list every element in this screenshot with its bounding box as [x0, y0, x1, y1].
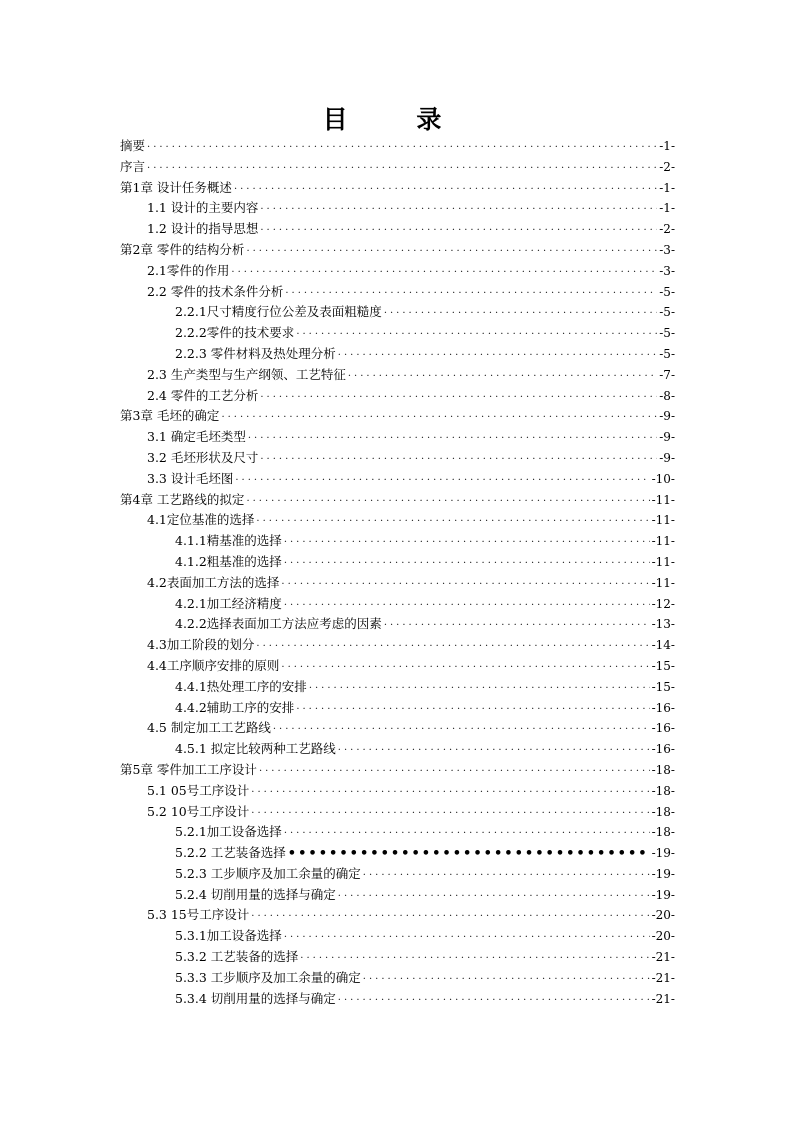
toc-entry-page-number: -11- [651, 513, 675, 528]
table-of-contents [120, 136, 675, 1009]
toc-entry-label: 5.3.4 切削用量的选择与确定 [175, 990, 336, 1006]
dot-leader [284, 824, 650, 845]
dot-leader [348, 367, 657, 388]
toc-entry-page-number: -16- [651, 742, 675, 757]
toc-entry-page-number: -2- [659, 159, 675, 174]
toc-entry[interactable] [120, 531, 675, 552]
toc-entry-label: 2.2.3 零件材料及热处理分析 [175, 345, 336, 361]
toc-entry[interactable] [120, 427, 675, 448]
dot-leader [285, 284, 657, 305]
toc-entry[interactable] [120, 885, 675, 906]
toc-entry[interactable] [120, 136, 675, 157]
dot-leader [300, 949, 649, 970]
toc-entry[interactable] [120, 406, 675, 427]
dot-leader [234, 180, 657, 201]
toc-entry[interactable] [120, 552, 675, 573]
dot-leader [251, 804, 649, 825]
toc-entry-label: 3.2 毛坯形状及尺寸 [147, 449, 259, 465]
toc-entry-page-number: -1- [659, 201, 675, 216]
dot-leader [288, 844, 650, 865]
toc-entry[interactable] [120, 760, 675, 781]
toc-entry-label: 4.5 制定加工工艺路线 [147, 720, 271, 736]
toc-entry-label: 5.2.4 切削用量的选择与确定 [175, 886, 336, 902]
toc-entry[interactable] [120, 926, 675, 947]
toc-entry-label: 第3章 毛坯的确定 [120, 408, 220, 424]
toc-entry-label: 5.2.3 工步顺序及加工余量的确定 [175, 865, 361, 881]
toc-entry-page-number: -11- [651, 554, 675, 569]
toc-entry-label: 5.3.1加工设备选择 [175, 928, 282, 944]
dot-leader [251, 783, 649, 804]
toc-entry[interactable] [120, 219, 675, 240]
dot-leader [338, 741, 650, 762]
toc-entry-page-number: -8- [659, 388, 675, 403]
toc-entry-label: 3.3 设计毛坯图 [147, 470, 234, 486]
toc-entry-page-number: -3- [659, 263, 675, 278]
dot-leader [256, 512, 649, 533]
toc-entry-label: 2.4 零件的工艺分析 [147, 387, 259, 403]
dot-leader [284, 928, 650, 949]
toc-entry-label: 第5章 零件加工工序设计 [120, 761, 257, 777]
toc-entry-page-number: -20- [651, 929, 675, 944]
dot-leader [284, 596, 650, 617]
toc-entry[interactable] [120, 323, 675, 344]
toc-entry-page-number: -13- [651, 617, 675, 632]
dot-leader [273, 720, 650, 741]
toc-entry-page-number: -1- [659, 139, 675, 153]
toc-entry-label: 5.1 05号工序设计 [147, 782, 250, 798]
toc-entry[interactable] [120, 822, 675, 843]
toc-entry[interactable] [120, 282, 675, 303]
toc-entry[interactable] [120, 802, 675, 823]
toc-entry-label: 1.1 设计的主要内容 [147, 200, 259, 216]
toc-entry[interactable] [120, 469, 675, 490]
dot-leader [147, 159, 657, 180]
toc-entry-page-number: -18- [651, 783, 675, 798]
toc-entry-page-number: -5- [659, 284, 675, 299]
toc-entry[interactable] [120, 698, 675, 719]
dot-leader [338, 887, 650, 908]
toc-entry-label: 摘要 [120, 138, 146, 153]
dot-leader [246, 492, 649, 513]
toc-entry-page-number: -21- [651, 991, 675, 1006]
toc-entry-label: 4.2.2选择表面加工方法应考虑的因素 [175, 616, 382, 632]
toc-entry-label: 2.3 生产类型与生产纲领、工艺特征 [147, 366, 346, 382]
toc-entry-page-number: -16- [651, 721, 675, 736]
dot-leader [338, 991, 650, 1012]
toc-entry[interactable] [120, 240, 675, 261]
toc-entry-page-number: -2- [659, 222, 675, 237]
toc-entry-label: 5.2.2 工艺装备选择 [175, 845, 286, 861]
dot-leader [259, 762, 650, 783]
dot-leader [221, 408, 657, 429]
toc-entry[interactable] [120, 739, 675, 760]
toc-entry-label: 4.1.1精基准的选择 [175, 533, 282, 549]
toc-entry[interactable] [120, 594, 675, 615]
dot-leader [284, 554, 650, 575]
dot-leader [235, 471, 649, 492]
toc-entry-page-number: -11- [651, 492, 675, 507]
toc-entry-label: 2.2.2零件的技术要求 [175, 325, 295, 341]
dot-leader [309, 679, 650, 700]
dot-leader [147, 138, 657, 159]
toc-entry-label: 5.3.3 工步顺序及加工余量的确定 [175, 969, 361, 985]
toc-entry-page-number: -7- [659, 367, 675, 382]
toc-entry-page-number: -1- [659, 180, 675, 195]
toc-entry[interactable] [120, 490, 675, 511]
toc-entry[interactable] [120, 157, 675, 178]
toc-entry-page-number: -3- [659, 242, 675, 257]
toc-entry-page-number: -19- [651, 846, 675, 861]
toc-entry[interactable] [120, 677, 675, 698]
toc-entry-page-number: -20- [651, 908, 675, 923]
toc-entry-label: 2.2 零件的技术条件分析 [147, 283, 284, 299]
dot-leader [260, 388, 657, 409]
toc-entry-label: 3.1 确定毛坯类型 [147, 429, 246, 445]
toc-entry-label: 1.2 设计的指导思想 [147, 221, 259, 237]
toc-entry[interactable] [120, 843, 675, 864]
dot-leader [248, 429, 657, 450]
page-title: 目 录 [322, 105, 472, 134]
toc-entry-page-number: -15- [651, 679, 675, 694]
dot-leader [296, 700, 649, 721]
toc-entry-label: 序言 [120, 158, 146, 174]
toc-entry[interactable] [120, 989, 675, 1010]
toc-entry-label: 第1章 设计任务概述 [120, 179, 232, 195]
toc-entry-page-number: -14- [651, 638, 675, 653]
dot-leader [246, 242, 657, 263]
toc-entry-page-number: -16- [651, 700, 675, 715]
toc-entry-label: 第2章 零件的结构分析 [120, 241, 245, 257]
toc-entry-label: 2.1零件的作用 [147, 262, 230, 278]
toc-entry-label: 5.2 10号工序设计 [147, 803, 250, 819]
dot-leader [296, 325, 657, 346]
toc-entry-page-number: -18- [651, 762, 675, 777]
toc-entry-page-number: -11- [651, 534, 675, 549]
toc-entry[interactable] [120, 905, 675, 926]
toc-entry-label: 5.2.1加工设备选择 [175, 824, 282, 840]
toc-entry-page-number: -9- [659, 430, 675, 445]
toc-entry-page-number: -5- [659, 305, 675, 320]
toc-entry[interactable] [120, 386, 675, 407]
toc-entry-label: 4.3加工阶段的划分 [147, 637, 255, 653]
toc-entry-label: 2.2.1尺寸精度行位公差及表面粗糙度 [175, 304, 382, 320]
dot-leader [384, 616, 650, 637]
dot-leader [251, 907, 649, 928]
toc-entry[interactable] [120, 178, 675, 199]
toc-entry[interactable] [120, 864, 675, 885]
toc-entry-label: 4.5.1 拟定比较两种工艺路线 [175, 741, 336, 757]
toc-entry-label: 4.4.2辅助工序的安排 [175, 699, 295, 715]
dot-leader [260, 450, 657, 471]
toc-entry-page-number: -5- [659, 346, 675, 361]
toc-entry-label: 第4章 工艺路线的拟定 [120, 491, 245, 507]
toc-entry-page-number: -12- [651, 596, 675, 611]
toc-entry[interactable] [120, 365, 675, 386]
toc-entry-label: 4.4.1热处理工序的安排 [175, 678, 307, 694]
toc-entry[interactable] [120, 573, 675, 594]
toc-entry-page-number: -15- [651, 658, 675, 673]
toc-entry-page-number: -10- [651, 471, 675, 486]
toc-entry[interactable] [120, 448, 675, 469]
toc-entry-page-number: -5- [659, 326, 675, 341]
toc-entry-label: 4.1定位基准的选择 [147, 512, 255, 528]
toc-entry[interactable] [120, 968, 675, 989]
dot-leader [260, 221, 657, 242]
toc-entry[interactable] [120, 718, 675, 739]
toc-entry-label: 5.3 15号工序设计 [147, 907, 250, 923]
dot-leader [231, 263, 657, 284]
dot-leader [260, 200, 657, 221]
dot-leader [284, 533, 650, 554]
toc-entry[interactable] [120, 510, 675, 531]
dot-leader [363, 866, 650, 887]
toc-entry-label: 4.4工序顺序安排的原则 [147, 657, 280, 673]
dot-leader [338, 346, 657, 367]
toc-entry-page-number: -19- [651, 866, 675, 881]
toc-entry[interactable] [120, 344, 675, 365]
toc-entry-page-number: -21- [651, 970, 675, 985]
toc-entry[interactable] [120, 635, 675, 656]
dot-leader [256, 637, 649, 658]
toc-entry[interactable] [120, 261, 675, 282]
toc-entry-label: 4.2.1加工经济精度 [175, 595, 282, 611]
dot-leader [281, 575, 649, 596]
dot-leader [281, 658, 649, 679]
dot-leader [363, 970, 650, 991]
toc-entry[interactable] [120, 302, 675, 323]
toc-entry-page-number: -18- [651, 804, 675, 819]
toc-entry-page-number: -11- [651, 575, 675, 590]
toc-entry[interactable] [120, 614, 675, 635]
toc-entry[interactable] [120, 198, 675, 219]
toc-entry-label: 5.3.2 工艺装备的选择 [175, 949, 299, 965]
toc-entry-label: 4.1.2粗基准的选择 [175, 553, 282, 569]
toc-entry-page-number: -19- [651, 887, 675, 902]
toc-entry[interactable] [120, 781, 675, 802]
toc-entry-page-number: -21- [651, 950, 675, 965]
toc-entry-page-number: -9- [659, 450, 675, 465]
toc-entry[interactable] [120, 947, 675, 968]
toc-entry[interactable] [120, 656, 675, 677]
toc-entry-label: 4.2表面加工方法的选择 [147, 574, 280, 590]
toc-entry-page-number: -18- [651, 825, 675, 840]
dot-leader [384, 304, 657, 325]
toc-entry-page-number: -9- [659, 409, 675, 424]
